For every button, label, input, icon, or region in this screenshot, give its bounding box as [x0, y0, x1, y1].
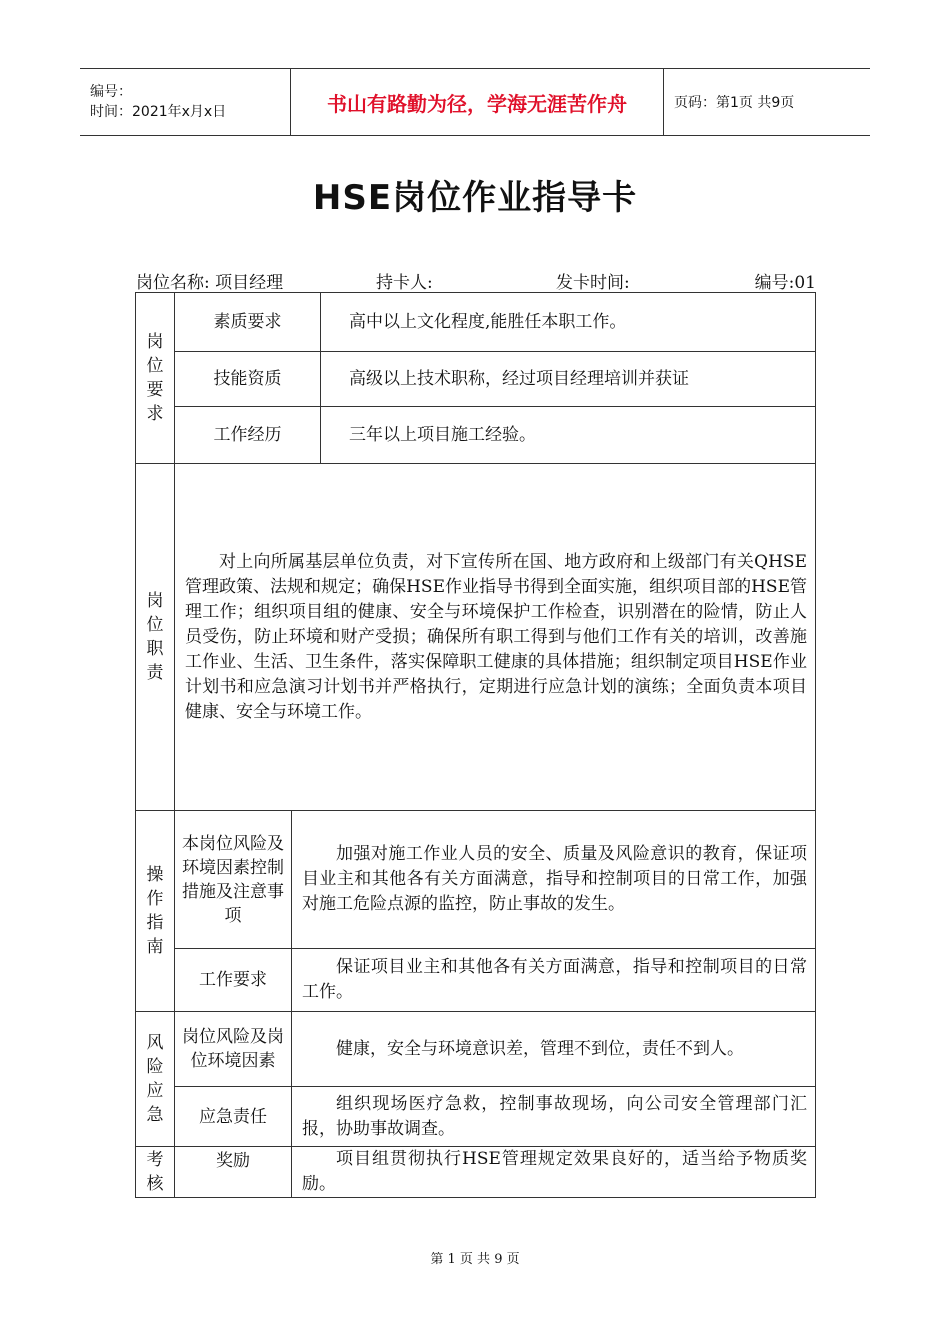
row-text: 加强对施工作业人员的安全、质量及风险意识的教育，保证项目业主和其他各有关方面满意，指导和控制项目的日常工作，加强对施工危险点源的监控，防止事故的发生。 — [292, 811, 816, 949]
position-name: 岗位名称: 项目经理 — [136, 273, 284, 293]
page-footer: 第 1 页 共 9 页 — [430, 1252, 520, 1267]
table-row — [136, 352, 816, 407]
row-label: 素质要求 — [175, 293, 321, 352]
table-row — [136, 293, 816, 352]
motto: 书山有路勤为径，学海无涯苦作舟 — [291, 69, 664, 136]
card-holder: 持卡人: — [376, 273, 433, 293]
category-requirements: 岗 位 要 求 — [136, 293, 175, 464]
table-row — [136, 949, 816, 1012]
row-text: 保证项目业主和其他各有关方面满意，指导和控制项目的日常工作。 — [292, 949, 816, 1012]
row-label: 技能资质 — [175, 352, 321, 407]
row-text: 三年以上项目施工经验。 — [321, 407, 816, 464]
row-label: 应急责任 — [175, 1087, 292, 1147]
row-label: 本岗位风险及环境因素控制措施及注意事项 — [175, 811, 292, 949]
info-row — [136, 268, 816, 292]
page-info: 页码：第1页 共9页 — [674, 95, 795, 111]
guidance-card-table — [135, 292, 816, 1198]
row-label: 岗位风险及岗位环境因素 — [175, 1012, 292, 1087]
document-title: HSE岗位作业指导卡 — [312, 178, 638, 218]
table-row — [136, 1087, 816, 1147]
card-number: 编号:01 — [754, 273, 816, 293]
table-row — [136, 407, 816, 464]
table-row — [136, 1012, 816, 1087]
category-risk: 风 险 应 急 — [136, 1012, 175, 1147]
category-operation: 操 作 指 南 — [136, 811, 175, 1012]
page-header — [80, 68, 870, 136]
category-duties: 岗 位 职 责 — [136, 464, 175, 811]
table-row — [136, 811, 816, 949]
duties-text: 对上向所属基层单位负责，对下宣传所在国、地方政府和上级部门有关QHSE管理政策、法规和规定；确保HSE作业指导书得到全面实施，组织项目部的HSE管理工作；组织项目组的健康、安全与环境保护工作检查，识别潜在的险情，防止人员受伤，防止环境和财产受损；确保所有职工得到与他们工作有关的培训，改善施工作业、生活、卫生条件，落实保障职工健康的具体措施；组织制定项目HSE作业计划书和应急演习计划书并严格执行，定期进行应急计划的演练；全面负责本项目健康、安全与环境工作。 — [175, 464, 816, 811]
row-label: 工作要求 — [175, 949, 292, 1012]
table-row — [136, 1147, 816, 1198]
table-row — [136, 464, 816, 811]
row-label: 奖励 — [175, 1147, 292, 1198]
issue-time: 发卡时间: — [556, 273, 630, 293]
row-text: 项目组贯彻执行HSE管理规定效果良好的，适当给予物质奖励。 — [292, 1147, 816, 1198]
row-text: 健康，安全与环境意识差，管理不到位，责任不到人。 — [292, 1012, 816, 1087]
row-text: 高级以上技术职称，经过项目经理培训并获证 — [321, 352, 816, 407]
header-meta — [80, 69, 291, 136]
time-label: 时间：2021年x月x日 — [90, 104, 227, 120]
row-text: 高中以上文化程度,能胜任本职工作。 — [321, 293, 816, 352]
number-label: 编号： — [90, 84, 132, 100]
row-label: 工作经历 — [175, 407, 321, 464]
row-text: 组织现场医疗急救，控制事故现场，向公司安全管理部门汇报，协助事故调查。 — [292, 1087, 816, 1147]
category-assessment: 考 核 — [136, 1147, 175, 1198]
